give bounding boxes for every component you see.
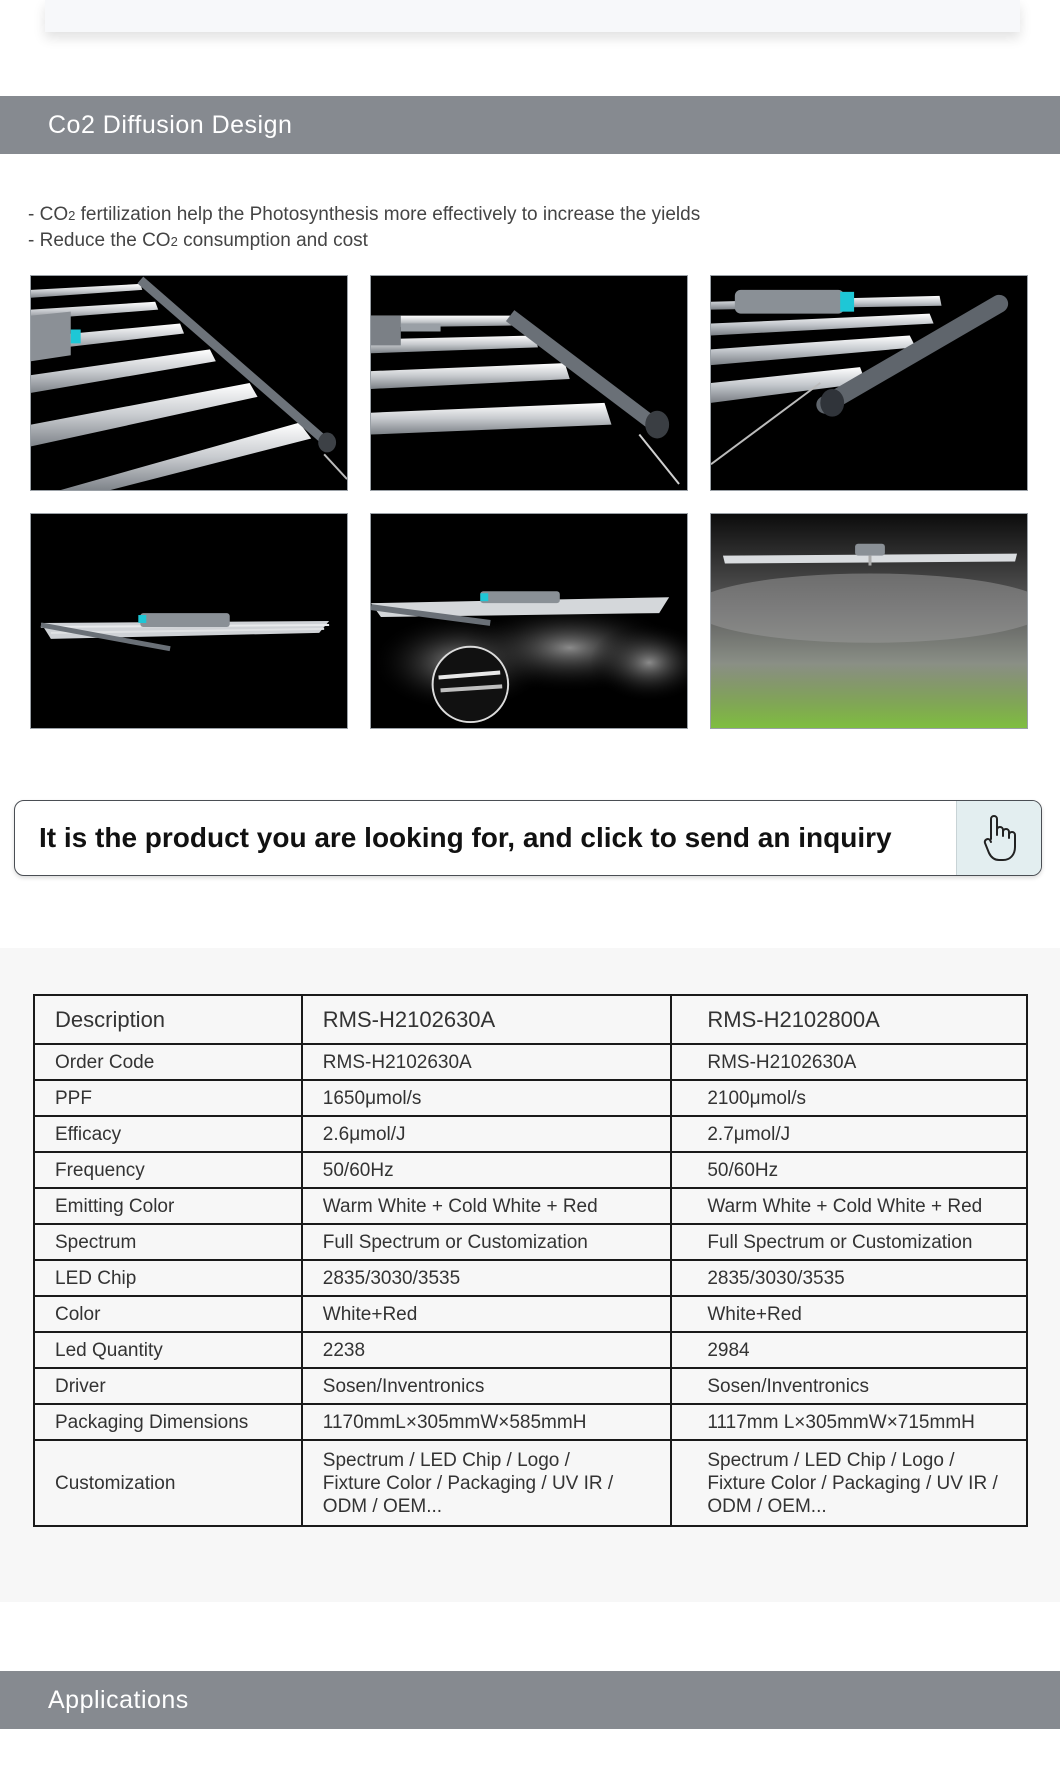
product-photo bbox=[30, 513, 348, 729]
table-cell: Warm White + Cold White + Red bbox=[671, 1188, 1027, 1224]
table-cell: 1117mm L×305mmW×715mmH bbox=[671, 1404, 1027, 1440]
table-cell: 2.6μmol/J bbox=[302, 1116, 672, 1152]
table-cell: Driver bbox=[34, 1368, 302, 1404]
table-cell: White+Red bbox=[302, 1296, 672, 1332]
table-cell: RMS-H2102630A bbox=[302, 1044, 672, 1080]
table-cell: Warm White + Cold White + Red bbox=[302, 1188, 672, 1224]
product-photo bbox=[370, 513, 688, 729]
table-cell: Led Quantity bbox=[34, 1332, 302, 1368]
table-cell: LED Chip bbox=[34, 1260, 302, 1296]
cell-line: ODM / OEM... bbox=[322, 1495, 443, 1517]
table-cell: 2835/3030/3535 bbox=[302, 1260, 672, 1296]
table-cell: 2238 bbox=[302, 1332, 672, 1368]
top-card bbox=[45, 0, 1020, 32]
table-row bbox=[34, 1152, 1027, 1188]
table-cell: Frequency bbox=[34, 1152, 302, 1188]
table-cell: Order Code bbox=[34, 1044, 302, 1080]
table-cell: Customization bbox=[34, 1440, 302, 1526]
fixture-over-plants-icon bbox=[711, 514, 1027, 728]
table-cell: Efficacy bbox=[34, 1116, 302, 1152]
table-cell: Sosen/Inventronics bbox=[302, 1368, 672, 1404]
table-cell: 50/60Hz bbox=[671, 1152, 1027, 1188]
table-header-cell: Description bbox=[34, 995, 302, 1044]
cell-line: Fixture Color / Packaging / UV IR / bbox=[322, 1472, 614, 1494]
cell-line: ODM / OEM... bbox=[707, 1495, 827, 1517]
table-row bbox=[34, 1368, 1027, 1404]
table-cell: 2.7μmol/J bbox=[671, 1116, 1027, 1152]
table-header-cell: RMS-H2102800A bbox=[671, 995, 1027, 1044]
table-row bbox=[34, 1224, 1027, 1260]
bullet-item: - Reduce the CO2 consumption and cost bbox=[28, 230, 368, 251]
product-photo bbox=[370, 275, 688, 491]
table-row bbox=[34, 1188, 1027, 1224]
table-cell: Packaging Dimensions bbox=[34, 1404, 302, 1440]
inquiry-icon-button[interactable] bbox=[956, 801, 1041, 875]
table-cell: Full Spectrum or Customization bbox=[302, 1224, 672, 1260]
table-row bbox=[34, 1296, 1027, 1332]
cell-line: Spectrum / LED Chip / Logo / bbox=[322, 1449, 570, 1471]
table-row bbox=[34, 1404, 1027, 1440]
table-cell: Color bbox=[34, 1296, 302, 1332]
table-cell: 2984 bbox=[671, 1332, 1027, 1368]
table-cell: Emitting Color bbox=[34, 1188, 302, 1224]
section-header-applications bbox=[0, 1671, 1060, 1729]
fixture-closeup-mid-icon bbox=[371, 276, 687, 490]
table-cell: 1650μmol/s bbox=[302, 1080, 672, 1116]
table-cell bbox=[302, 1440, 672, 1526]
table-row bbox=[34, 1044, 1027, 1080]
table-row bbox=[34, 1440, 1027, 1526]
cell-line: Fixture Color / Packaging / UV IR / bbox=[707, 1472, 998, 1494]
section-header-co2 bbox=[0, 96, 1060, 154]
table-row bbox=[34, 1080, 1027, 1116]
table-cell: 1170mmL×305mmW×585mmH bbox=[302, 1404, 672, 1440]
hand-pointer-icon bbox=[977, 813, 1021, 863]
product-photo bbox=[30, 275, 348, 491]
table-row bbox=[34, 1260, 1027, 1296]
feature-bullets bbox=[28, 202, 700, 254]
table-cell: PPF bbox=[34, 1080, 302, 1116]
product-photo bbox=[710, 275, 1028, 491]
table-cell: 50/60Hz bbox=[302, 1152, 672, 1188]
table-header-cell: RMS-H2102630A bbox=[302, 995, 672, 1044]
cell-line: Spectrum / LED Chip / Logo / bbox=[707, 1449, 955, 1471]
fixture-full-view-icon bbox=[31, 514, 347, 728]
bullet-item: - CO2 fertilization help the Photosynthesis more effectively to increase the yields bbox=[28, 204, 701, 225]
table-cell: Full Spectrum or Customization bbox=[671, 1224, 1027, 1260]
table-row bbox=[34, 1116, 1027, 1152]
fixture-co2-mist-icon bbox=[371, 514, 687, 728]
table-cell: RMS-H2102630A bbox=[671, 1044, 1027, 1080]
section-title: Co2 Diffusion Design bbox=[48, 111, 293, 139]
section-title: Applications bbox=[48, 1686, 189, 1714]
spec-table bbox=[33, 994, 1028, 1527]
fixture-closeup-right-icon bbox=[711, 276, 1027, 490]
inquiry-text[interactable]: It is the product you are looking for, and click to send an inquiry bbox=[39, 822, 892, 853]
fixture-closeup-left-icon bbox=[31, 276, 347, 490]
table-cell bbox=[671, 1440, 1027, 1526]
product-photo bbox=[710, 513, 1028, 729]
table-row bbox=[34, 1332, 1027, 1368]
table-cell: Sosen/Inventronics bbox=[671, 1368, 1027, 1404]
table-header-row bbox=[34, 995, 1027, 1044]
table-cell: Spectrum bbox=[34, 1224, 302, 1260]
table-cell: White+Red bbox=[671, 1296, 1027, 1332]
table-cell: 2100μmol/s bbox=[671, 1080, 1027, 1116]
table-cell: 2835/3030/3535 bbox=[671, 1260, 1027, 1296]
inquiry-banner[interactable] bbox=[14, 800, 1042, 876]
